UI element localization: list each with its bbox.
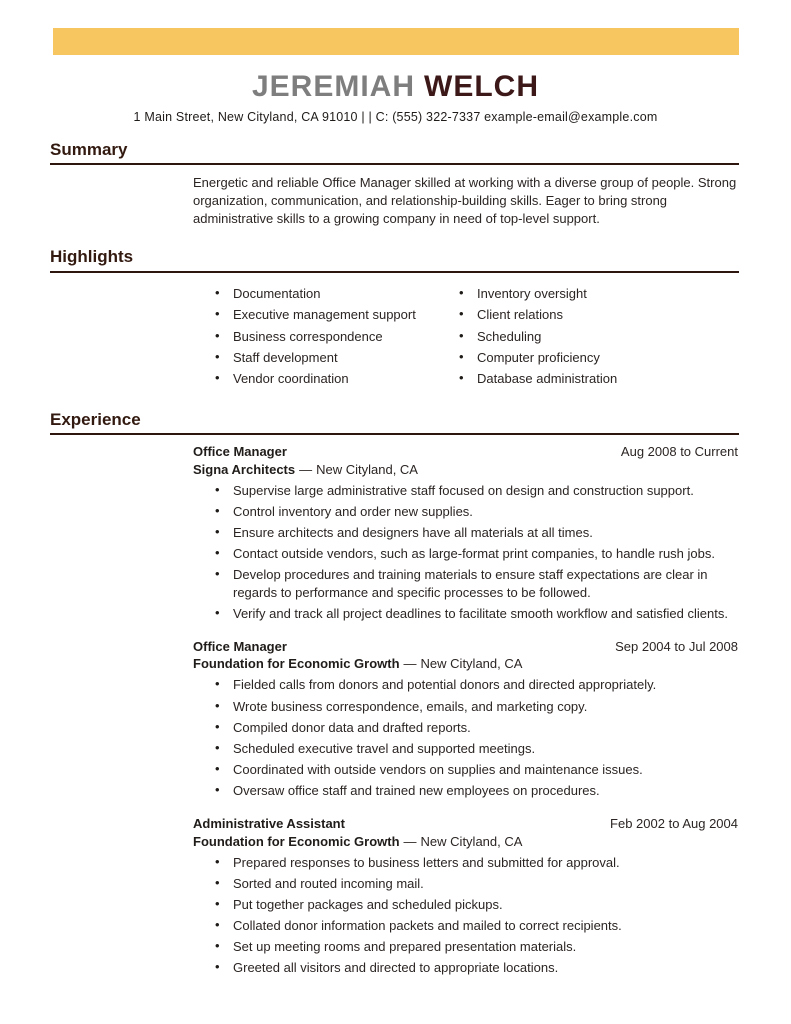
job-title: Administrative Assistant [193,815,345,831]
experience-heading: Experience [50,410,739,435]
highlight-item: • Documentation [215,285,437,303]
summary-text: Energetic and reliable Office Manager skilled at working with a diverse group of people. Strong organization, communication, and relationship-building skills. Eager to bring strong administrative skills to a growing company in need of top-level support. [193,175,737,226]
highlights-column-1 [193,282,437,388]
highlight-item: • Database administration [459,370,617,388]
highlight-item: • Executive management support [215,306,437,324]
experience-job [193,815,738,977]
company-location-separator: — [403,833,417,849]
candidate-first-name: JEREMIAH [251,70,416,103]
candidate-last-name: WELCH [424,70,539,103]
job-dates: Feb 2002 to Aug 2004 [610,815,738,831]
highlight-item: • Inventory oversight [459,285,617,303]
job-company: Foundation for Economic Growth [193,656,400,672]
job-bullet-item: • Sorted and routed incoming mail. [215,875,738,893]
job-location: New Cityland, CA [420,656,523,672]
job-title: Office Manager [193,638,287,654]
highlight-item: • Scheduling [459,328,617,346]
job-bullet-item: • Supervise large administrative staff focused on design and construction support. [215,482,738,500]
job-bullet-item: • Scheduled executive travel and supported meetings. [215,740,738,758]
job-bullet-item: • Set up meeting rooms and prepared presentation materials. [215,938,738,956]
job-bullets [193,482,738,623]
job-bullet-item: • Collated donor information packets and mailed to correct recipients. [215,917,738,935]
job-location: New Cityland, CA [316,461,418,477]
accent-bar [53,28,739,55]
job-title: Office Manager [193,444,287,460]
section-summary [50,140,739,227]
job-bullet-item: • Greeted all visitors and directed to appropriate locations. [215,959,738,977]
highlight-item: • Business correspondence [215,328,437,346]
section-highlights [50,247,739,387]
highlight-item: • Vendor coordination [215,370,437,388]
highlight-item: • Client relations [459,306,617,324]
job-bullet-item: • Fielded calls from donors and potential donors and directed appropriately. [215,676,738,694]
job-bullet-item: • Prepared responses to business letters and submitted for approval. [215,854,738,872]
summary-heading: Summary [50,140,739,165]
experience-jobs [193,443,738,977]
experience-job [193,443,738,623]
highlights-column-2 [437,282,617,388]
job-bullet-item: • Wrote business correspondence, emails, and marketing copy. [215,698,738,716]
section-experience [50,410,739,977]
job-bullet-item: • Ensure architects and designers have all materials at all times. [215,524,738,542]
job-bullet-item: • Verify and track all project deadlines to facilitate smooth workflow and satisfied clients. [215,605,738,623]
job-bullet-item: • Coordinated with outside vendors on supplies and maintenance issues. [215,761,738,779]
job-bullet-item: • Put together packages and scheduled pickups. [215,896,738,914]
job-company: Foundation for Economic Growth [193,833,400,849]
job-bullets [193,676,738,800]
company-location-separator: — [403,656,417,672]
company-location-separator: — [299,461,313,477]
job-dates: Aug 2008 to Current [620,444,738,460]
job-bullet-item: • Oversaw office staff and trained new employees on procedures. [215,782,738,800]
job-company: Signa Architects [193,461,296,477]
job-bullet-item: • Contact outside vendors, such as large-format print companies, to handle rush jobs. [215,545,738,563]
job-bullet-item: • Develop procedures and training materials to ensure staff expectations are clear in regards to performance and specific processes to be followed. [215,566,738,601]
job-location: New Cityland, CA [420,833,523,849]
job-bullet-item: • Compiled donor data and drafted reports. [215,719,738,737]
highlights-heading: Highlights [50,247,739,272]
job-bullets [193,854,738,978]
experience-job [193,638,738,800]
highlights-columns [193,282,738,388]
highlight-item: • Staff development [215,349,437,367]
job-bullet-item: • Control inventory and order new supplies. [215,503,738,521]
contact-line: 1 Main Street, New Cityland, CA 91010 | | C: (555) 322-7337 example-email@example.com [133,110,658,124]
job-dates: Sep 2004 to Jul 2008 [615,638,738,654]
highlight-item: • Computer proficiency [459,349,617,367]
